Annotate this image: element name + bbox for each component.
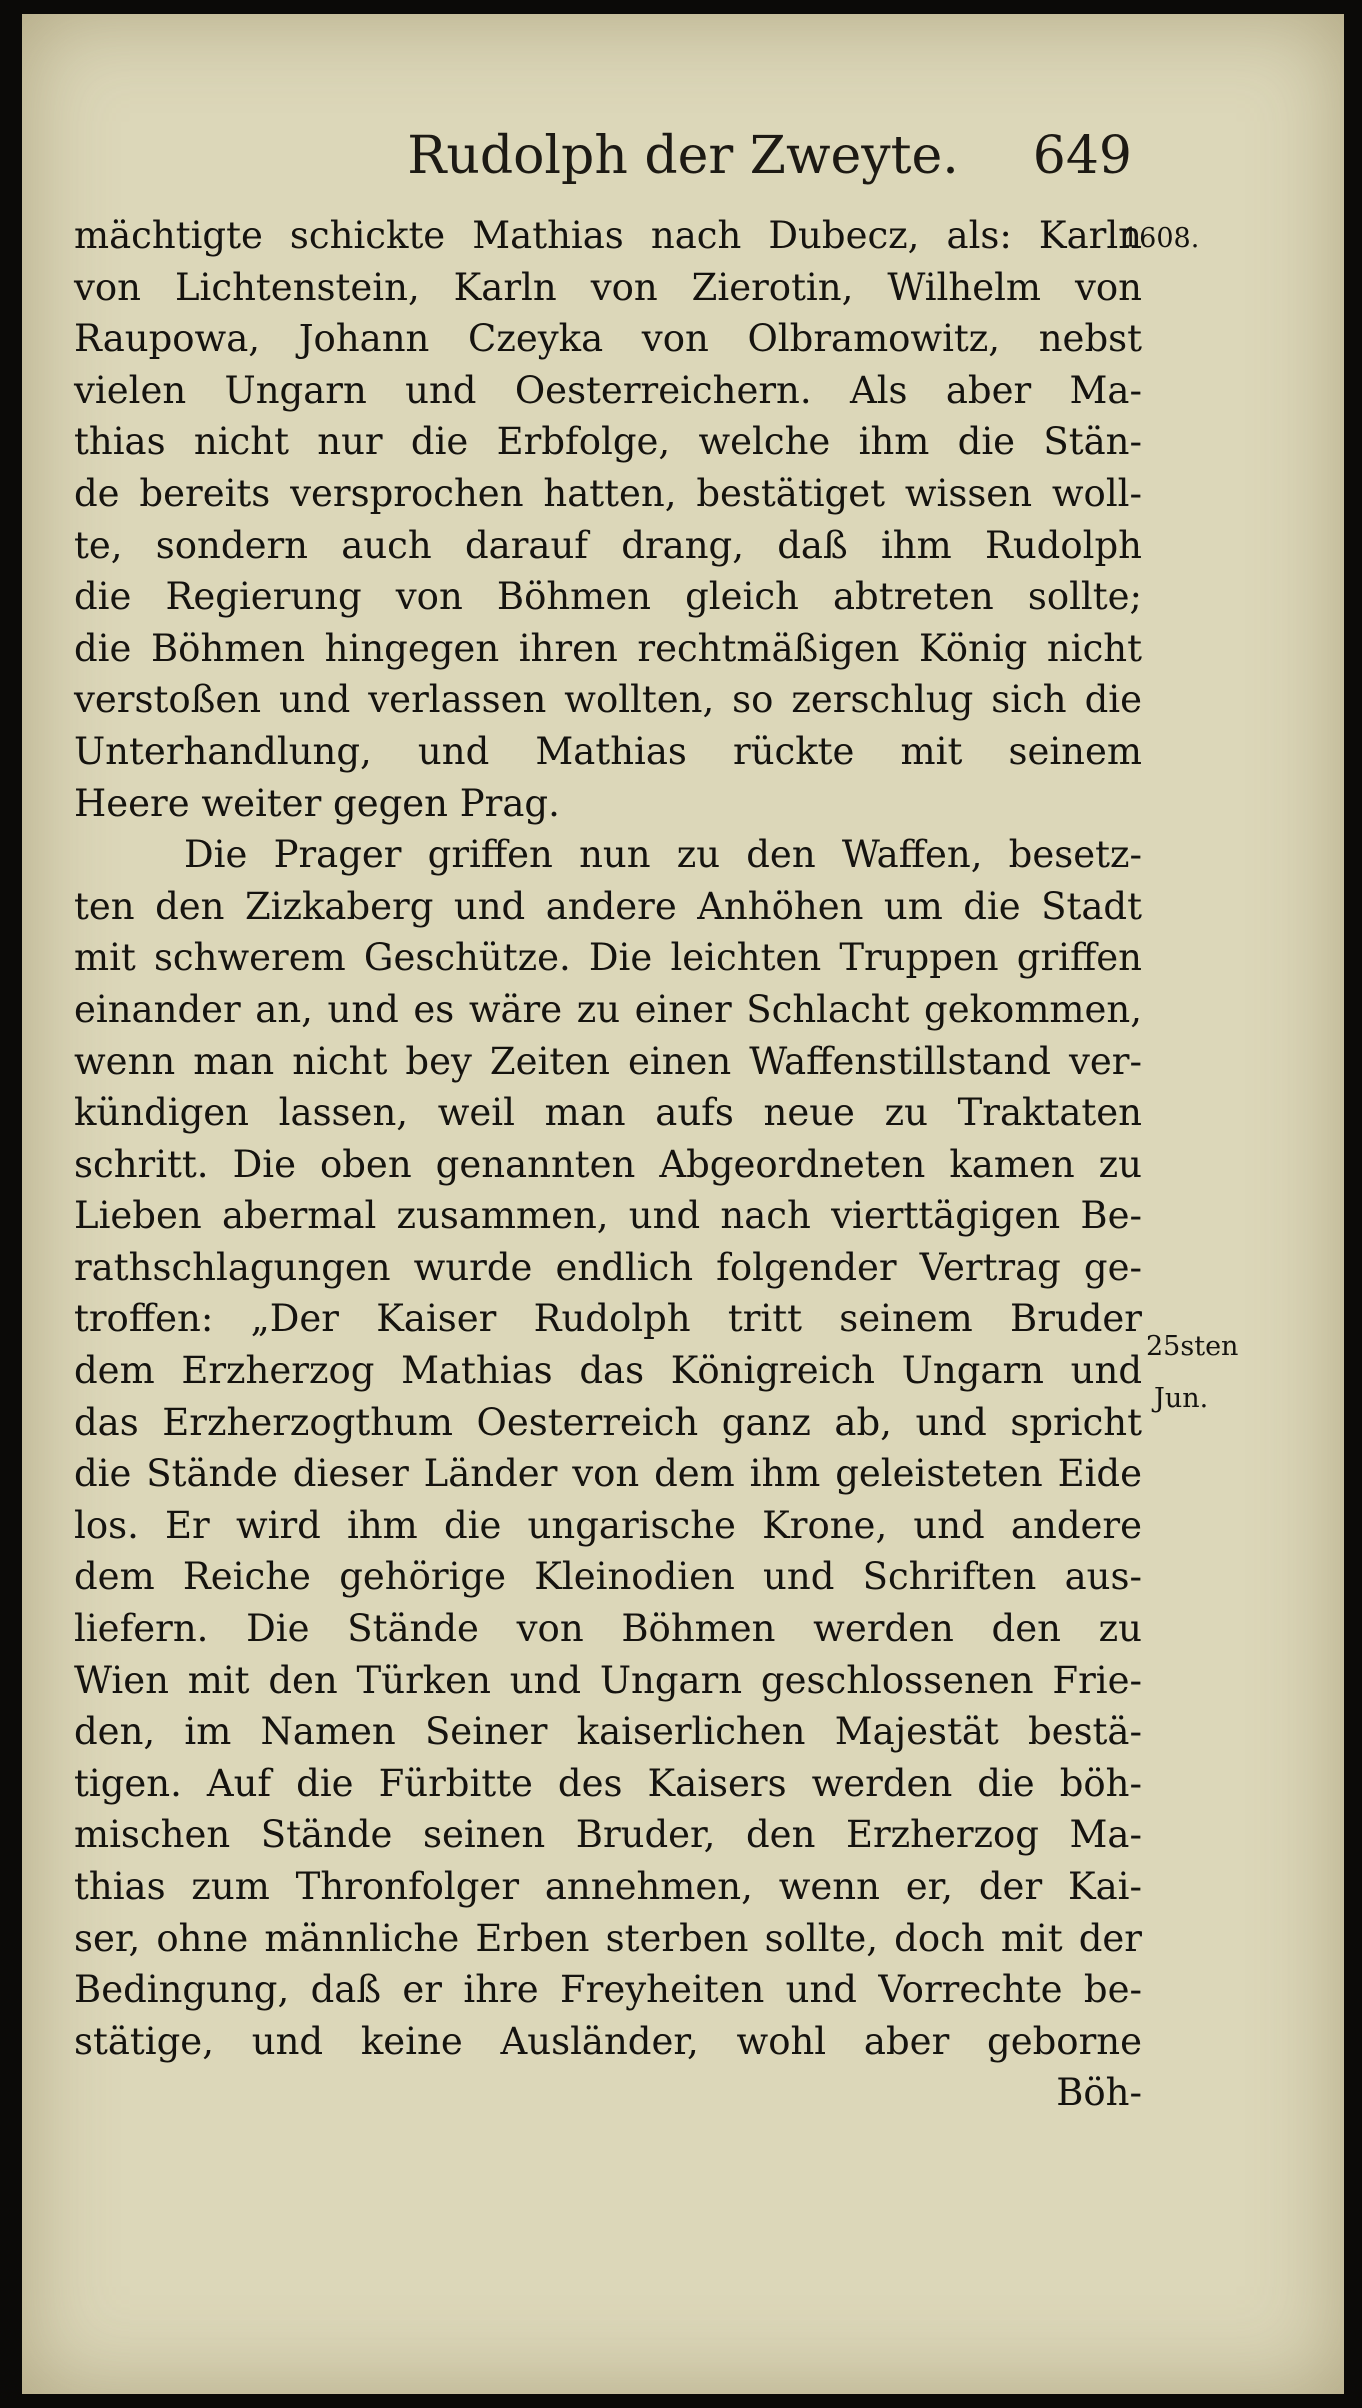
text-line: die Böhmen hingegen ihren rechtmäßigen König nicht — [74, 626, 1142, 670]
text-line: Heere weiter gegen Prag. — [74, 781, 560, 825]
text-line: rathschlagungen wurde endlich folgender Vertrag ge- — [74, 1245, 1142, 1289]
page-number: 649 — [1032, 126, 1132, 186]
text-line: den, im Namen Seiner kaiserlichen Majestät bestä- — [74, 1710, 1142, 1754]
text-line: mischen Stände seinen Bruder, den Erzherzog Ma- — [74, 1813, 1142, 1857]
text-line: wenn man nicht bey Zeiten einen Waffenstillstand ver- — [74, 1039, 1142, 1083]
text-line: das Erzherzogthum Oesterreich ganz ab, und spricht — [74, 1400, 1142, 1444]
text-line: dem Reiche gehörige Kleinodien und Schriften aus- — [74, 1555, 1142, 1599]
text-line: einander an, und es wäre zu einer Schlacht gekommen, — [74, 987, 1142, 1031]
text-line: Raupowa, Johann Czeyka von Olbramowitz, nebst — [74, 317, 1142, 361]
book-page — [22, 14, 1344, 2394]
text-line: Wien mit den Türken und Ungarn geschlossenen Frie- — [74, 1658, 1142, 1702]
text-line: Bedingung, daß er ihre Freyheiten und Vorrechte be- — [74, 1968, 1142, 2012]
catchword: Böh- — [1056, 2071, 1142, 2115]
text-line: mächtigte schickte Mathias nach Dubecz, als: Karln — [74, 214, 1142, 257]
text-line: liefern. Die Stände von Böhmen werden den zu — [74, 1607, 1142, 1651]
text-line: die Stände dieser Länder von dem ihm geleisteten Eide — [74, 1452, 1142, 1496]
text-line: die Regierung von Böhmen gleich abtreten sollte; — [74, 575, 1142, 619]
text-line: verstoßen und verlassen wollten, so zerschlug sich die — [74, 678, 1142, 722]
text-line: troffen: „Der Kaiser Rudolph tritt seinem Bruder — [74, 1297, 1142, 1341]
text-line: stätige, und keine Ausländer, wohl aber geborne — [74, 2019, 1142, 2063]
text-line: ten den Zizkaberg und andere Anhöhen um die Stadt — [74, 884, 1142, 928]
text-line: schritt. Die oben genannten Abgeordneten kamen zu — [74, 1142, 1142, 1186]
text-line: Unterhandlung, und Mathias rückte mit seinem — [74, 729, 1142, 773]
text-line: mit schwerem Geschütze. Die leichten Truppen griffen — [74, 936, 1142, 980]
text-line: tigen. Auf die Fürbitte des Kaisers werden die böh- — [74, 1761, 1142, 1805]
page-header — [22, 126, 1344, 196]
text-line: los. Er wird ihm die ungarische Krone, und andere — [74, 1503, 1142, 1547]
text-line: von Lichtenstein, Karln von Zierotin, Wilhelm von — [74, 265, 1142, 309]
text-line: Lieben abermal zusammen, und nach vierttägigen Be- — [74, 1194, 1142, 1238]
body-text — [74, 210, 1142, 2119]
text-line: ser, ohne männliche Erben sterben sollte, doch mit der — [74, 1916, 1142, 1960]
text-line: te, sondern auch darauf drang, daß ihm Rudolph — [74, 523, 1142, 567]
text-line: kündigen lassen, weil man aufs neue zu Traktaten — [74, 1091, 1142, 1135]
running-title: Rudolph der Zweyte. — [407, 126, 959, 186]
text-line: vielen Ungarn und Oesterreichern. Als aber Ma- — [74, 368, 1142, 412]
text-line: thias zum Thronfolger annehmen, wenn er, der Kai- — [74, 1865, 1142, 1908]
margin-note-date: 25sten — [1146, 1331, 1239, 1362]
text-line: de bereits versprochen hatten, bestätiget wissen woll- — [74, 471, 1142, 515]
text-line: Die Prager griffen nun zu den Waffen, besetz- — [184, 833, 1142, 877]
margin-note-month: Jun. — [1154, 1383, 1209, 1414]
text-line: thias nicht nur die Erbfolge, welche ihm die Stän- — [74, 420, 1142, 464]
margin-note-year: 1608. — [1122, 223, 1200, 254]
text-line: dem Erzherzog Mathias das Königreich Ungarn und — [74, 1349, 1142, 1393]
